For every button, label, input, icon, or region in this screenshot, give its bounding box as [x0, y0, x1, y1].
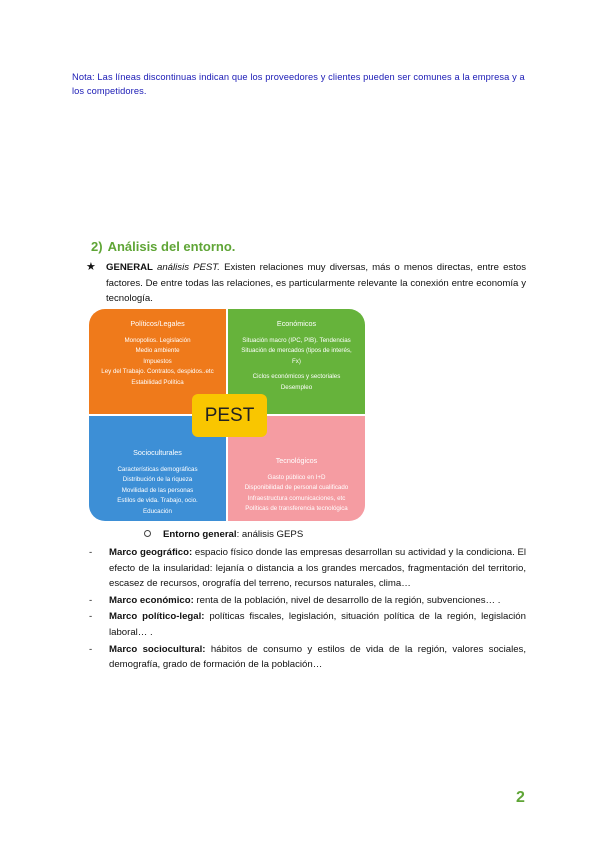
pest-item: Características demográficas: [117, 465, 198, 473]
pest-item: Gasto público en I+D: [267, 473, 326, 481]
item-text: espacio físico donde las empresas desarrollan su actividad y la condiciona. El efecto de la insularidad: lejanía o distancia a los grandes mercados, fragmentación del territorio, escasez de recursos, orografía del terreno, recursos naturales, clima…: [109, 547, 526, 590]
list-item: [89, 642, 526, 673]
item-text: renta de la población, nivel de desarrollo de la región, subvenciones… .: [193, 594, 501, 606]
dash-bullet-icon: -: [89, 547, 93, 558]
figure-note: Nota: Las líneas discontinuas indican que los proveedores y clientes pueden ser comunes a la empresa y a los competidores.: [72, 72, 525, 96]
pest-item: Distribución de la riqueza: [122, 476, 193, 483]
pest-item: Monopolios. Legislación: [124, 336, 191, 344]
item-label: Marco geográfico:: [109, 547, 193, 558]
item-label: Marco económico:: [109, 594, 194, 606]
pest-center-label: PEST: [192, 394, 267, 437]
pest-tech-title: Tecnológicos: [275, 456, 318, 465]
list-item: [89, 609, 526, 640]
pest-item: Situación de mercados (tipos de interés, Fx): [241, 347, 352, 365]
general-label: GENERAL: [106, 262, 153, 273]
item-label: Marco sociocultural:: [109, 643, 206, 655]
pest-item: Medio ambiente: [135, 347, 180, 354]
subheading: [144, 529, 303, 540]
pest-item: Movilidad de las personas: [121, 486, 194, 494]
subheading-bold: Entorno general: [163, 529, 237, 540]
page-number: 2: [516, 789, 525, 806]
pest-diagram: [89, 309, 365, 521]
pest-item: Políticas de transferencia tecnológica: [245, 505, 348, 512]
pest-item: Impuestos: [143, 357, 172, 365]
pest-social-title: Socioculturales: [133, 448, 182, 457]
dash-bullet-icon: -: [89, 643, 93, 655]
item-text: políticas fiscales, legislación, situación política de la región, legislación laboral… .: [109, 611, 526, 638]
pest-item: Estilos de vida. Trabajo, ocio.: [117, 497, 198, 504]
star-bullet-icon: ★: [86, 261, 96, 273]
pest-item: Disponibilidad de personal cualificado: [244, 484, 349, 491]
general-italic: análisis PEST.: [157, 262, 220, 273]
dash-bullet-icon: -: [89, 594, 93, 606]
subheading-text: : análisis GEPS: [236, 529, 304, 540]
pest-item: Desempleo: [280, 383, 313, 391]
item-text: hábitos de consumo y estilos de vida de la región, valores sociales, demografía, grado de formación de la población…: [109, 643, 526, 671]
pest-item: Ciclos económicos y sectoriales: [252, 373, 341, 380]
pest-economic-title: Económicos: [276, 319, 317, 328]
section-title: Análisis del entorno.: [107, 239, 236, 254]
circle-bullet-icon: [144, 530, 151, 537]
section-number: 2): [91, 239, 103, 254]
pest-item: Ley del Trabajo. Contratos, despidos..etc: [101, 368, 214, 375]
pest-item: Educación: [143, 507, 172, 515]
section-heading: [91, 239, 235, 254]
list-item: [89, 545, 526, 592]
list-item: [89, 593, 526, 609]
dash-bullet-icon: -: [89, 611, 93, 623]
general-paragraph: [86, 260, 526, 307]
pest-item: Infraestructura comunicaciones, etc: [247, 494, 346, 502]
pest-item: Estabilidad Política: [131, 378, 184, 386]
general-text: Existen relaciones muy diversas, más o menos directas, entre estos factores. De entre todas las relaciones, es particularmente relevante la conexión entre economía y tecnología.: [106, 262, 526, 304]
pest-political-title: Políticos/Legales: [130, 319, 185, 328]
geps-list: [89, 545, 526, 674]
item-label: Marco político-legal:: [109, 611, 205, 623]
pest-item: Situación macro (IPC, PIB). Tendencias: [242, 336, 351, 344]
